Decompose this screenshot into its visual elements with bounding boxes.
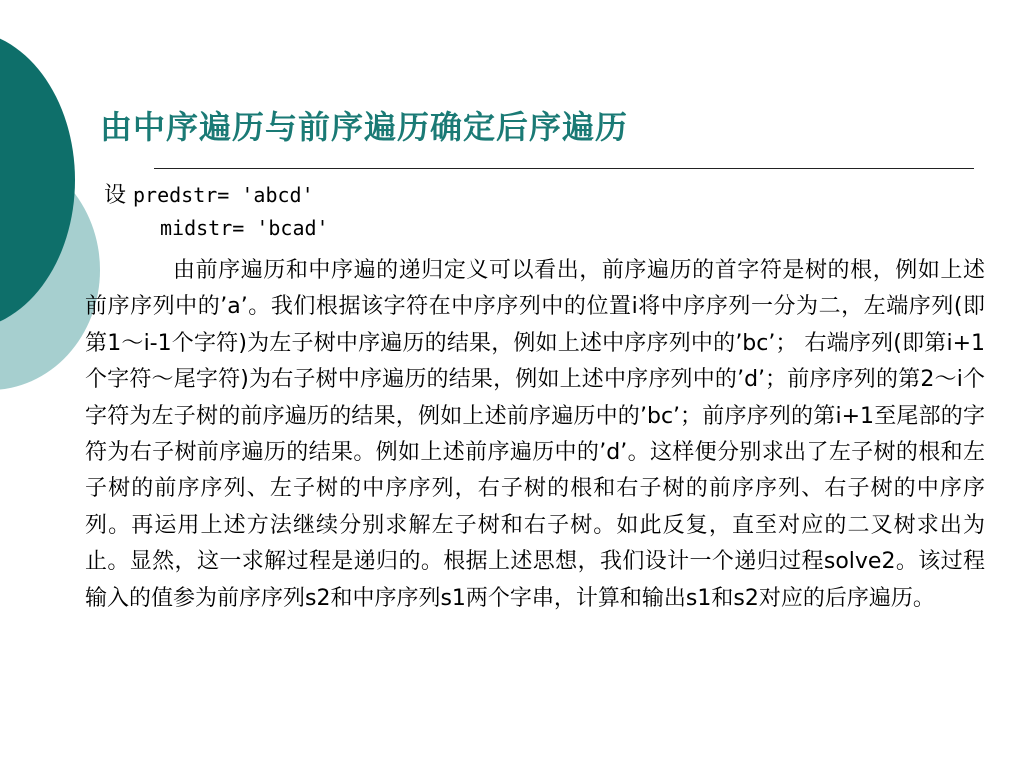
midstr-value: midstr= 'bcad' [160,216,329,240]
body-paragraph: 由前序遍历和中序遍的递归定义可以看出，前序遍历的首字符是树的根，例如上述前序序列中的’a’。我们根据该字符在中序序列中的位置i将中序序列一分为二，左端序列(即第1～i-1个字符)为左子树中序遍历的结果，例如上述中序序列中的’bc’； 右端序列(即第i+1个字符～尾字符)为右子树中序遍历的结果，例如上述中序序列中的’d’；前序序列的第2～i个字符为左子树的前序遍历的结果，例如上述前序遍历中的’bc’；前序序列的第i+1至尾部的字符为右子树前序遍历的结果。例如上述前序遍历中的’d’。这样便分别求出了左子树的根和左子树的前序序列、左子树的中序序列，右子树的根和右子树的前序序列、右子树的中序序列。再运用上述方法继续分别求解左子树和右子树。如此反复，直至对应的二叉树求出为止。显然，这一求解过程是递归的。根据上述思想，我们设计一个递归过程solve2。该过程输入的值参为前序序列s2和中序序列s1两个字串，计算和输出s1和s2对应的后序遍历。 [85,258,985,611]
predstr-line [104,178,314,209]
predstr-value: predstr= 'abcd' [133,183,314,207]
midstr-line [160,216,329,241]
predstr-prefix: 设 [104,183,127,208]
slide-title: 由中序遍历与前序遍历确定后序遍历 [100,108,629,146]
title-divider [154,168,974,169]
